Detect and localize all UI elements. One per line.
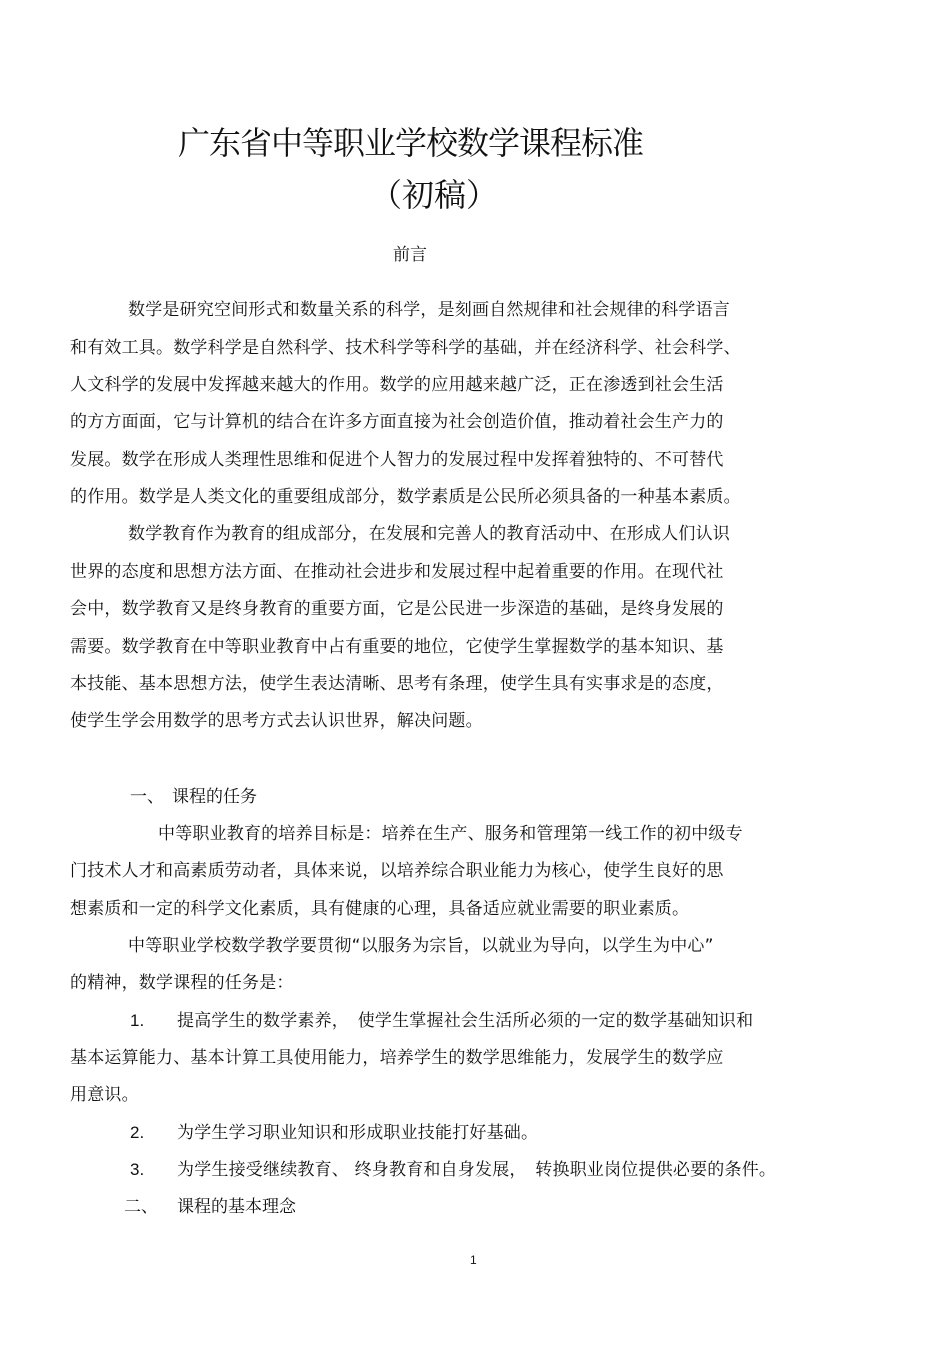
paragraph-line: 想素质和一定的科学文化素质，具有健康的心理，具备适应就业需要的职业素质。 [70,899,690,919]
task-line: 为学生接受继续教育、 终身教育和自身发展， 转换职业岗位提供必要的条件。 [177,1160,777,1180]
task-line: 为学生学习职业知识和形成职业技能打好基础。 [177,1123,539,1143]
paragraph-line: 门技术人才和高素质劳动者，具体来说，以培养综合职业能力为核心，使学生良好的思 [70,861,724,881]
preface-heading: 前言 [393,245,427,265]
document-subtitle: （初稿） [370,176,499,214]
paragraph-line: 数学教育作为教育的组成部分，在发展和完善人的教育活动中、在形成人们认识 [128,524,730,544]
section-title: 课程的任务 [172,787,257,807]
page-number: 1 [470,1253,477,1267]
paragraph-line: 和有效工具。数学科学是自然科学、技术科学等科学的基础，并在经济科学、社会科学、 [70,338,741,358]
section-title: 课程的基本理念 [177,1197,296,1217]
task-number: 2. [130,1123,145,1142]
task-line: 用意识。 [70,1085,139,1105]
paragraph-line: 中等职业学校数学教学要贯彻“以服务为宗旨，以就业为导向，以学生为中心” [128,936,714,956]
paragraph-line: 需要。数学教育在中等职业教育中占有重要的地位，它使学生掌握数学的基本知识、基 [70,637,724,657]
task-line: 基本运算能力、基本计算工具使用能力，培养学生的数学思维能力，发展学生的数学应 [70,1048,724,1068]
paragraph-line: 本技能、基本思想方法，使学生表达清晰、思考有条理，使学生具有实事求是的态度， [70,674,724,694]
paragraph-line: 人文科学的发展中发挥越来越大的作用。数学的应用越来越广泛，正在渗透到社会生活 [70,375,724,395]
paragraph-line: 世界的态度和思想方法方面、在推动社会进步和发展过程中起着重要的作用。在现代社 [70,562,724,582]
paragraph-line: 的作用。数学是人类文化的重要组成部分，数学素质是公民所必须具备的一种基本素质。 [70,487,741,507]
paragraph-line: 发展。数学在形成人类理性思维和促进个人智力的发展过程中发挥着独特的、不可替代 [70,450,724,470]
section-number: 一、 [130,787,164,807]
paragraph-line: 会中，数学教育又是终身教育的重要方面，它是公民进一步深造的基础，是终身发展的 [70,599,724,619]
task-line: 提高学生的数学素养， 使学生掌握社会生活所必须的一定的数学基础知识和 [177,1011,754,1031]
paragraph-line: 的精神，数学课程的任务是： [70,973,294,993]
paragraph-line: 的方方面面，它与计算机的结合在许多方面直接为社会创造价值，推动着社会生产力的 [70,412,724,432]
paragraph-line: 中等职业教育的培养目标是：培养在生产、服务和管理第一线工作的初中级专 [158,824,743,844]
task-number: 3. [130,1160,145,1179]
paragraph-line: 使学生学会用数学的思考方式去认识世界，解决问题。 [70,711,483,731]
paragraph-line: 数学是研究空间形式和数量关系的科学，是刻画自然规律和社会规律的科学语言 [128,300,730,320]
document-title: 广东省中等职业学校数学课程标准 [178,124,644,162]
task-number: 1. [130,1011,145,1030]
section-number: 二、 [124,1197,158,1217]
